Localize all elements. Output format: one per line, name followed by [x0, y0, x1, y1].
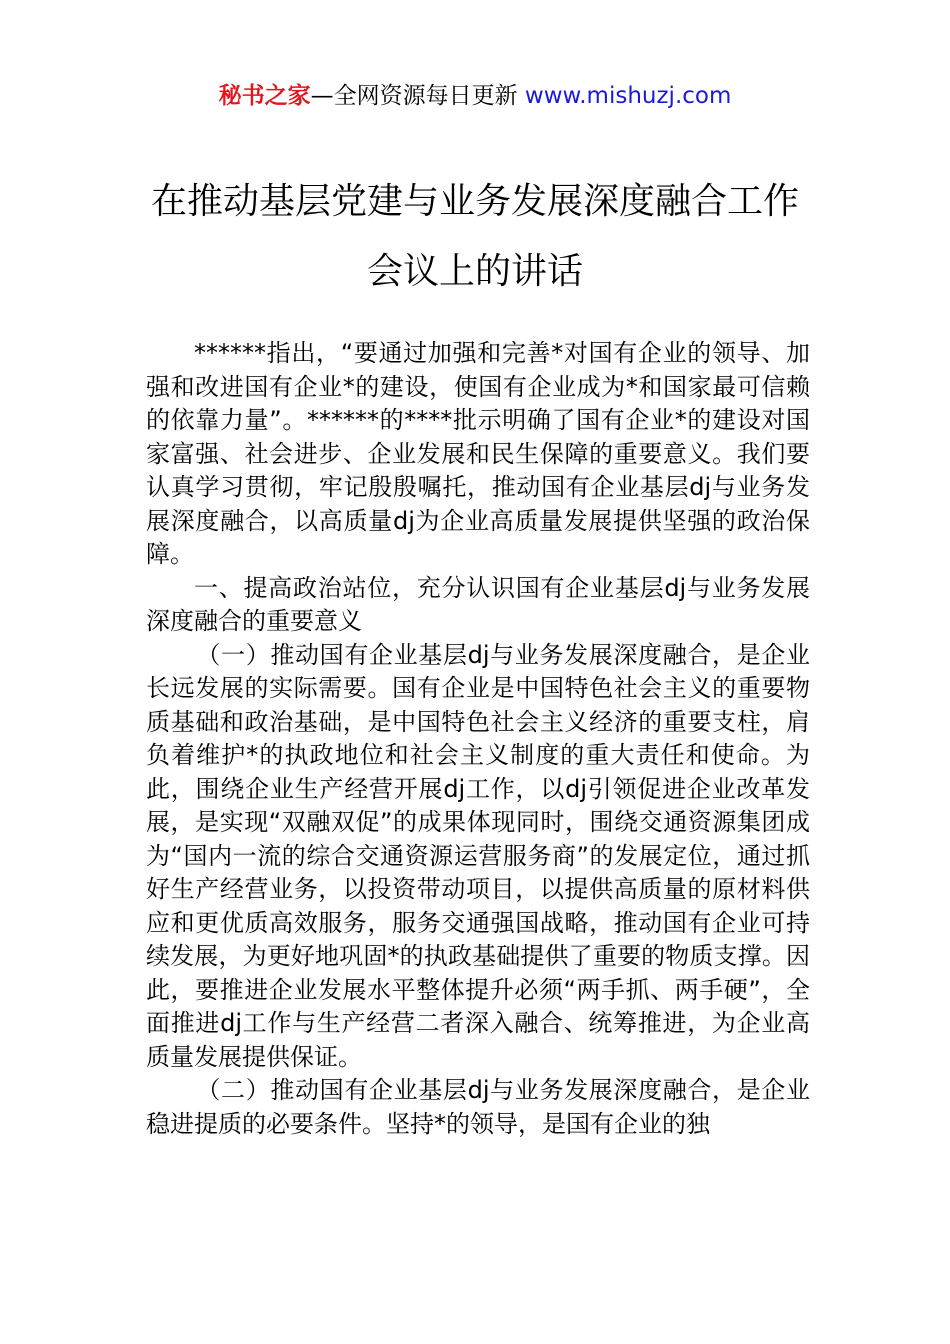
site-tagline: —全网资源每日更新 — [310, 83, 525, 109]
document-title-line-1: 在推动基层党建与业务发展深度融合工作 — [150, 181, 799, 222]
site-brand: 秘书之家 — [218, 83, 311, 109]
site-url-link[interactable]: www.mishuzj.com — [524, 83, 732, 109]
document-title-line-2: 会议上的讲话 — [366, 251, 583, 292]
subsection-paragraph-1: （一）推动国有企业基层dj与业务发展深度融合，是企业长远发展的实际需要。国有企业是中国特色社会主义的重要物质基础和政治基础，是中国特色社会主义经济的重要支柱，肩负着维护*的执政地位和社会主义制度的重大责任和使命。为此，围绕企业生产经营开展dj工作，以dj引领促进企业改革发展，是实现“双融双促”的成果体现同时，围绕交通资源集团成为“国内一流的综合交通资源运营服务商”的发展定位，通过抓好生产经营业务，以投资带动项目，以提供高质量的原材料供应和更优质高效服务，服务交通强国战略，推动国有企业可持续发展，为更好地巩固*的执政基础提供了重要的物质支撑。因此，要推进企业发展水平整体提升必须“两手抓、两手硬”，全面推进dj工作与生产经营二者深入融合、统筹推进，为企业高质量发展提供保证。 — [146, 640, 810, 1071]
section-heading-1: 一、提高政治站位，充分认识国有企业基层dj与业务发展深度融合的重要意义 — [146, 573, 810, 635]
subsection-paragraph-2: （二）推动国有企业基层dj与业务发展深度融合，是企业稳进提质的必要条件。坚持*的领导，是国有企业的独 — [146, 1076, 810, 1138]
site-header — [0, 80, 950, 112]
document-body — [146, 337, 810, 1141]
paragraph-intro: ******指出，“要通过加强和完善*对国有企业的领导、加强和改进国有企业*的建设，使国有企业成为*和国家最可信赖的依靠力量”。******的****批示明确了国有企业*的建设对国家富强、社会进步、企业发展和民生保障的重要意义。我们要认真学习贯彻，牢记殷殷嘱托，推动国有企业基层dj与业务发展深度融合，以高质量dj为企业高质量发展提供坚强的政治保障。 — [146, 339, 810, 568]
